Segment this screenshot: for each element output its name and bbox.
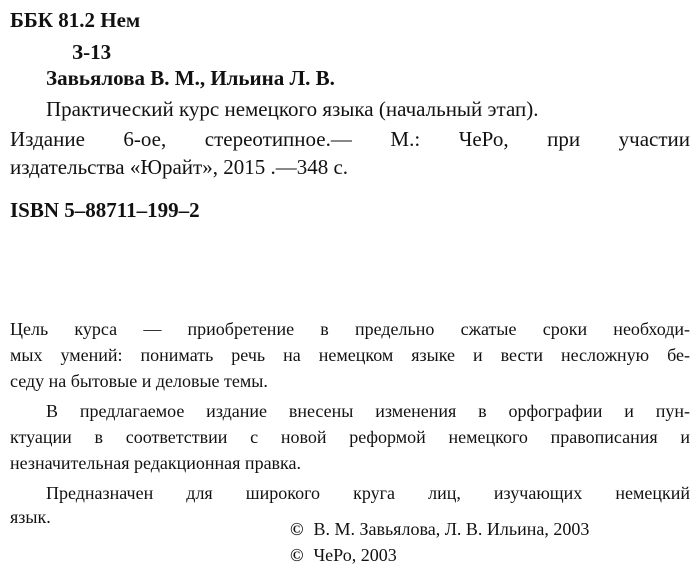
- annotation-p2-line-2: ктуации в соответствии с новой реформой немецкого правописания и: [10, 427, 690, 447]
- copyright-publisher: [290, 545, 397, 566]
- annotation-p2-line-1: В предлагаемое издание внесены изменения в орфографии и пун-: [46, 401, 690, 421]
- annotation-p2-line-3: незначительная редакционная правка.: [10, 453, 302, 473]
- copyright-authors-text: В. М. Завьялова, Л. В. Ильина, 2003: [313, 519, 590, 539]
- copyright-icon: ©: [290, 519, 304, 539]
- annotation-p3-line-1: Предназначен для широкого круга лиц, изучающих немецкий: [46, 483, 690, 503]
- copyright-publisher-text: ЧеРо, 2003: [313, 545, 397, 565]
- bibliography-line-1: Практический курс немецкого языка (начальный этап).: [46, 97, 539, 121]
- bibliography-line-3: издательства «Юрайт», 2015 .—348 с.: [10, 155, 349, 179]
- annotation-p1-line-3: седу на бытовые и деловые темы.: [10, 371, 268, 391]
- isbn: ISBN 5–88711–199–2: [10, 198, 200, 222]
- bibliography-line-2: Издание 6-ое, стереотипное.— М.: ЧеРо, при участии: [10, 127, 690, 151]
- annotation-p1-line-2: мых умений: понимать речь на немецком языке и вести несложную бе-: [10, 345, 690, 365]
- copyright-icon: ©: [290, 545, 304, 565]
- bbk-index: ББК 81.2 Нем: [10, 8, 141, 32]
- author-code: З-13: [72, 40, 112, 64]
- copyright-authors: [290, 519, 589, 540]
- annotation-p1-line-1: Цель курса — приобретение в предельно сжатые сроки необходи-: [10, 319, 690, 339]
- annotation-p3-line-2: язык.: [10, 507, 51, 527]
- authors-heading: Завьялова В. М., Ильина Л. В.: [46, 66, 335, 90]
